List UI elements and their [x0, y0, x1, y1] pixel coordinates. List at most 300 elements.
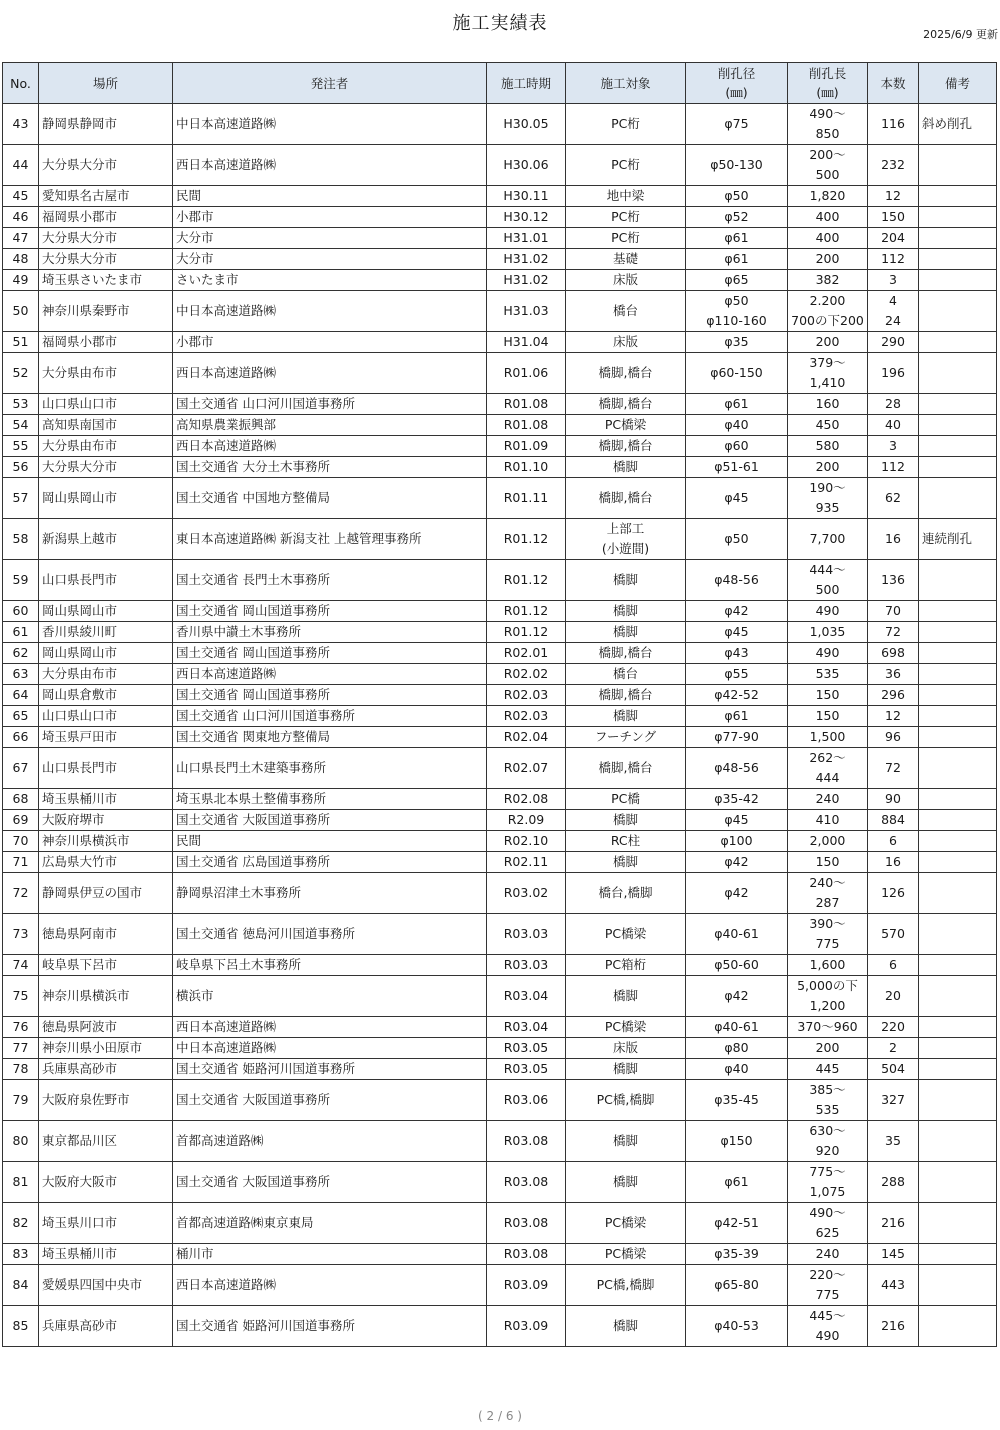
cell-period: R03.09 [487, 1265, 566, 1306]
cell-count: 90 [868, 789, 919, 810]
cell-target: 橋脚 [566, 1306, 686, 1347]
cell-client: 国土交通省 山口河川国道事務所 [173, 394, 487, 415]
cell-period: R03.08 [487, 1203, 566, 1244]
cell-location: 静岡県静岡市 [39, 104, 173, 145]
table-row [3, 478, 997, 519]
cell-target: 橋脚 [566, 852, 686, 873]
cell-client: 国土交通省 徳島河川国道事務所 [173, 914, 487, 955]
cell-period: R02.03 [487, 706, 566, 727]
cell-target: 橋脚 [566, 1059, 686, 1080]
table-row [3, 748, 997, 789]
cell-count: 35 [868, 1121, 919, 1162]
cell-remarks [919, 622, 997, 643]
cell-target: PC橋梁 [566, 1017, 686, 1038]
table-row [3, 852, 997, 873]
cell-period: R03.09 [487, 1306, 566, 1347]
cell-no: 54 [3, 415, 39, 436]
cell-no: 72 [3, 873, 39, 914]
cell-location: 徳島県阿南市 [39, 914, 173, 955]
cell-bore-length: 490 [788, 643, 868, 664]
table-row [3, 1306, 997, 1347]
page-title: 施工実績表 [452, 13, 548, 34]
cell-bore-length: 580 [788, 436, 868, 457]
cell-bore-diameter: φ35-45 [686, 1080, 788, 1121]
cell-target: 基礎 [566, 249, 686, 270]
cell-count: 220 [868, 1017, 919, 1038]
cell-remarks [919, 478, 997, 519]
cell-client: 民間 [173, 186, 487, 207]
cell-no: 68 [3, 789, 39, 810]
cell-target: 上部工 (小遊間) [566, 519, 686, 560]
cell-remarks [919, 270, 997, 291]
table-row [3, 207, 997, 228]
cell-client: 中日本高速道路㈱ [173, 1038, 487, 1059]
cell-location: 香川県綾川町 [39, 622, 173, 643]
cell-target: RC柱 [566, 831, 686, 852]
cell-no: 53 [3, 394, 39, 415]
cell-bore-length: 490〜 850 [788, 104, 868, 145]
cell-location: 大分県由布市 [39, 353, 173, 394]
cell-remarks [919, 332, 997, 353]
cell-period: R01.12 [487, 560, 566, 601]
cell-bore-diameter: φ50-60 [686, 955, 788, 976]
cell-target: PC橋梁 [566, 415, 686, 436]
cell-client: 埼玉県北本県土整備事務所 [173, 789, 487, 810]
cell-period: R02.01 [487, 643, 566, 664]
cell-count: 6 [868, 955, 919, 976]
cell-client: 国土交通省 長門土木事務所 [173, 560, 487, 601]
cell-location: 埼玉県桶川市 [39, 1244, 173, 1265]
cell-bore-length: 150 [788, 706, 868, 727]
cell-count: 2 [868, 1038, 919, 1059]
cell-remarks [919, 748, 997, 789]
table-row [3, 332, 997, 353]
cell-bore-diameter: φ48-56 [686, 748, 788, 789]
cell-no: 78 [3, 1059, 39, 1080]
cell-period: R01.12 [487, 519, 566, 560]
cell-remarks [919, 831, 997, 852]
cell-bore-diameter: φ48-56 [686, 560, 788, 601]
cell-client: 国土交通省 大分土木事務所 [173, 457, 487, 478]
cell-remarks [919, 457, 997, 478]
table-row [3, 1121, 997, 1162]
cell-period: R03.04 [487, 1017, 566, 1038]
cell-bore-length: 385〜 535 [788, 1080, 868, 1121]
cell-target: PC橋,橋脚 [566, 1080, 686, 1121]
cell-remarks [919, 789, 997, 810]
cell-target: 床版 [566, 270, 686, 291]
cell-remarks [919, 228, 997, 249]
table-row [3, 457, 997, 478]
cell-no: 51 [3, 332, 39, 353]
cell-period: R03.04 [487, 976, 566, 1017]
cell-remarks [919, 685, 997, 706]
cell-target: 橋脚 [566, 1121, 686, 1162]
cell-location: 新潟県上越市 [39, 519, 173, 560]
cell-count: 112 [868, 457, 919, 478]
cell-bore-length: 379〜 1,410 [788, 353, 868, 394]
table-row [3, 706, 997, 727]
cell-bore-diameter: φ61 [686, 706, 788, 727]
cell-client: 西日本高速道路㈱ [173, 664, 487, 685]
cell-target: PC桁 [566, 145, 686, 186]
table-row [3, 1038, 997, 1059]
cell-bore-length: 1,035 [788, 622, 868, 643]
cell-location: 福岡県小郡市 [39, 332, 173, 353]
cell-count: 12 [868, 186, 919, 207]
cell-client: 静岡県沼津土木事務所 [173, 873, 487, 914]
cell-count: 62 [868, 478, 919, 519]
cell-period: R02.02 [487, 664, 566, 685]
cell-no: 69 [3, 810, 39, 831]
cell-bore-length: 410 [788, 810, 868, 831]
cell-client: 首都高速道路㈱東京東局 [173, 1203, 487, 1244]
cell-location: 埼玉県桶川市 [39, 789, 173, 810]
cell-target: 橋台,橋脚 [566, 873, 686, 914]
cell-target: 橋脚 [566, 601, 686, 622]
table-row [3, 228, 997, 249]
cell-remarks [919, 1080, 997, 1121]
cell-client: 国土交通省 関東地方整備局 [173, 727, 487, 748]
cell-location: 大分県由布市 [39, 664, 173, 685]
cell-count: 327 [868, 1080, 919, 1121]
cell-bore-diameter: φ43 [686, 643, 788, 664]
cell-remarks [919, 353, 997, 394]
cell-no: 85 [3, 1306, 39, 1347]
cell-target: 橋脚 [566, 457, 686, 478]
cell-bore-diameter: φ60-150 [686, 353, 788, 394]
cell-location: 静岡県伊豆の国市 [39, 873, 173, 914]
cell-bore-length: 490〜 625 [788, 1203, 868, 1244]
cell-count: 150 [868, 207, 919, 228]
cell-client: 西日本高速道路㈱ [173, 1017, 487, 1038]
cell-bore-diameter: φ61 [686, 249, 788, 270]
table-header-row [3, 63, 997, 104]
cell-client: 国土交通省 大阪国道事務所 [173, 810, 487, 831]
table-row [3, 415, 997, 436]
cell-target: PC橋梁 [566, 1244, 686, 1265]
cell-period: H30.05 [487, 104, 566, 145]
cell-count: 296 [868, 685, 919, 706]
table-row [3, 955, 997, 976]
cell-count: 40 [868, 415, 919, 436]
table-row [3, 353, 997, 394]
cell-bore-length: 200 [788, 332, 868, 353]
cell-bore-length: 5,000の下 1,200 [788, 976, 868, 1017]
cell-count: 443 [868, 1265, 919, 1306]
cell-client: 国土交通省 岡山国道事務所 [173, 601, 487, 622]
cell-no: 84 [3, 1265, 39, 1306]
cell-count: 28 [868, 394, 919, 415]
cell-client: 桶川市 [173, 1244, 487, 1265]
cell-bore-length: 535 [788, 664, 868, 685]
cell-bore-diameter: φ40 [686, 415, 788, 436]
cell-location: 大阪府堺市 [39, 810, 173, 831]
cell-period: R02.10 [487, 831, 566, 852]
cell-client: 大分市 [173, 228, 487, 249]
cell-bore-length: 444〜 500 [788, 560, 868, 601]
cell-target: 地中梁 [566, 186, 686, 207]
cell-bore-length: 240〜 287 [788, 873, 868, 914]
cell-period: R01.10 [487, 457, 566, 478]
updated-date: 2025/6/9 更新 [923, 28, 998, 41]
cell-bore-length: 445〜 490 [788, 1306, 868, 1347]
cell-target: PC桁 [566, 207, 686, 228]
table-row [3, 685, 997, 706]
cell-period: R03.08 [487, 1244, 566, 1265]
cell-client: 中日本高速道路㈱ [173, 291, 487, 332]
table-row [3, 186, 997, 207]
cell-no: 46 [3, 207, 39, 228]
cell-count: 116 [868, 104, 919, 145]
header-count: 本数 [868, 63, 919, 104]
cell-remarks [919, 664, 997, 685]
table-row [3, 394, 997, 415]
cell-remarks [919, 1017, 997, 1038]
cell-count: 698 [868, 643, 919, 664]
cell-bore-diameter: φ80 [686, 1038, 788, 1059]
cell-remarks [919, 1121, 997, 1162]
cell-period: R03.08 [487, 1162, 566, 1203]
cell-bore-diameter: φ40-53 [686, 1306, 788, 1347]
cell-count: 204 [868, 228, 919, 249]
cell-location: 大阪府大阪市 [39, 1162, 173, 1203]
cell-location: 大分県大分市 [39, 145, 173, 186]
cell-count: 570 [868, 914, 919, 955]
header-location: 場所 [39, 63, 173, 104]
cell-no: 66 [3, 727, 39, 748]
cell-count: 20 [868, 976, 919, 1017]
cell-location: 福岡県小郡市 [39, 207, 173, 228]
cell-target: PC橋 [566, 789, 686, 810]
cell-no: 73 [3, 914, 39, 955]
table-row [3, 1059, 997, 1080]
cell-period: H31.01 [487, 228, 566, 249]
cell-target: 橋脚 [566, 1162, 686, 1203]
cell-bore-length: 2.200 700の下200 [788, 291, 868, 332]
cell-location: 神奈川県小田原市 [39, 1038, 173, 1059]
construction-results-table [2, 62, 997, 1347]
cell-count: 3 [868, 436, 919, 457]
cell-bore-length: 150 [788, 852, 868, 873]
cell-remarks [919, 1059, 997, 1080]
cell-bore-diameter: φ45 [686, 622, 788, 643]
cell-target: 橋脚,橋台 [566, 394, 686, 415]
cell-remarks: 連続削孔 [919, 519, 997, 560]
cell-bore-diameter: φ42 [686, 601, 788, 622]
cell-count: 504 [868, 1059, 919, 1080]
cell-bore-diameter: φ100 [686, 831, 788, 852]
cell-remarks [919, 810, 997, 831]
table-row [3, 291, 997, 332]
cell-bore-diameter: φ75 [686, 104, 788, 145]
cell-bore-diameter: φ42-52 [686, 685, 788, 706]
cell-target: 橋脚,橋台 [566, 685, 686, 706]
cell-target: フーチング [566, 727, 686, 748]
table-row [3, 1203, 997, 1244]
cell-period: H30.06 [487, 145, 566, 186]
cell-period: R03.06 [487, 1080, 566, 1121]
cell-count: 16 [868, 852, 919, 873]
header-bore-diameter: 削孔径 (㎜) [686, 63, 788, 104]
cell-target: PC桁 [566, 104, 686, 145]
cell-bore-diameter: φ40-61 [686, 914, 788, 955]
cell-bore-diameter: φ50 φ110-160 [686, 291, 788, 332]
cell-no: 76 [3, 1017, 39, 1038]
cell-location: 埼玉県戸田市 [39, 727, 173, 748]
cell-no: 58 [3, 519, 39, 560]
table-row [3, 1080, 997, 1121]
cell-no: 83 [3, 1244, 39, 1265]
cell-target: PC橋,橋脚 [566, 1265, 686, 1306]
cell-period: R03.08 [487, 1121, 566, 1162]
cell-no: 81 [3, 1162, 39, 1203]
table-row [3, 873, 997, 914]
cell-location: 愛媛県四国中央市 [39, 1265, 173, 1306]
cell-target: 床版 [566, 1038, 686, 1059]
table-row [3, 643, 997, 664]
table-row [3, 601, 997, 622]
cell-location: 高知県南国市 [39, 415, 173, 436]
cell-client: 国土交通省 岡山国道事務所 [173, 685, 487, 706]
cell-remarks [919, 852, 997, 873]
cell-target: PC箱桁 [566, 955, 686, 976]
cell-no: 65 [3, 706, 39, 727]
cell-target: 橋脚 [566, 560, 686, 601]
cell-client: 大分市 [173, 249, 487, 270]
cell-remarks [919, 873, 997, 914]
cell-period: H30.11 [487, 186, 566, 207]
cell-bore-length: 190〜 935 [788, 478, 868, 519]
cell-no: 62 [3, 643, 39, 664]
cell-no: 52 [3, 353, 39, 394]
cell-remarks [919, 1038, 997, 1059]
cell-bore-length: 240 [788, 1244, 868, 1265]
cell-bore-length: 382 [788, 270, 868, 291]
cell-count: 216 [868, 1203, 919, 1244]
cell-remarks [919, 207, 997, 228]
table-row [3, 270, 997, 291]
cell-count: 136 [868, 560, 919, 601]
cell-client: 国土交通省 山口河川国道事務所 [173, 706, 487, 727]
cell-bore-diameter: φ45 [686, 810, 788, 831]
cell-target: PC橋梁 [566, 914, 686, 955]
cell-client: 国土交通省 大阪国道事務所 [173, 1162, 487, 1203]
cell-no: 79 [3, 1080, 39, 1121]
table-row [3, 1017, 997, 1038]
cell-count: 290 [868, 332, 919, 353]
cell-bore-diameter: φ50 [686, 519, 788, 560]
cell-no: 71 [3, 852, 39, 873]
cell-remarks [919, 1306, 997, 1347]
cell-client: 横浜市 [173, 976, 487, 1017]
cell-no: 43 [3, 104, 39, 145]
cell-count: 3 [868, 270, 919, 291]
cell-location: 埼玉県さいたま市 [39, 270, 173, 291]
cell-count: 4 24 [868, 291, 919, 332]
cell-no: 67 [3, 748, 39, 789]
cell-location: 山口県長門市 [39, 560, 173, 601]
cell-bore-length: 200〜 500 [788, 145, 868, 186]
cell-count: 96 [868, 727, 919, 748]
cell-count: 70 [868, 601, 919, 622]
table-row [3, 145, 997, 186]
cell-remarks [919, 914, 997, 955]
cell-client: 西日本高速道路㈱ [173, 145, 487, 186]
cell-target: 橋脚 [566, 706, 686, 727]
cell-location: 大分県大分市 [39, 228, 173, 249]
table-row [3, 789, 997, 810]
cell-location: 広島県大竹市 [39, 852, 173, 873]
cell-target: 橋脚,橋台 [566, 436, 686, 457]
cell-target: 橋台 [566, 291, 686, 332]
cell-client: 民間 [173, 831, 487, 852]
table-row [3, 104, 997, 145]
cell-no: 70 [3, 831, 39, 852]
cell-bore-diameter: φ61 [686, 1162, 788, 1203]
cell-target: 橋脚,橋台 [566, 643, 686, 664]
cell-bore-diameter: φ50-130 [686, 145, 788, 186]
cell-count: 288 [868, 1162, 919, 1203]
table-row [3, 831, 997, 852]
cell-bore-diameter: φ50 [686, 186, 788, 207]
cell-bore-length: 450 [788, 415, 868, 436]
cell-no: 50 [3, 291, 39, 332]
cell-bore-diameter: φ51-61 [686, 457, 788, 478]
cell-no: 75 [3, 976, 39, 1017]
cell-count: 232 [868, 145, 919, 186]
cell-remarks [919, 560, 997, 601]
cell-client: 国土交通省 大阪国道事務所 [173, 1080, 487, 1121]
table-row [3, 664, 997, 685]
cell-no: 49 [3, 270, 39, 291]
cell-location: 兵庫県高砂市 [39, 1306, 173, 1347]
cell-location: 埼玉県川口市 [39, 1203, 173, 1244]
cell-count: 145 [868, 1244, 919, 1265]
cell-period: R02.03 [487, 685, 566, 706]
table-row [3, 622, 997, 643]
cell-location: 大阪府泉佐野市 [39, 1080, 173, 1121]
cell-bore-length: 630〜 920 [788, 1121, 868, 1162]
cell-bore-diameter: φ35-42 [686, 789, 788, 810]
cell-period: H31.02 [487, 270, 566, 291]
cell-bore-length: 2,000 [788, 831, 868, 852]
cell-bore-length: 7,700 [788, 519, 868, 560]
table-row [3, 1265, 997, 1306]
cell-no: 64 [3, 685, 39, 706]
cell-remarks [919, 976, 997, 1017]
cell-location: 大分県大分市 [39, 249, 173, 270]
cell-period: R03.02 [487, 873, 566, 914]
cell-period: R01.12 [487, 601, 566, 622]
cell-target: 床版 [566, 332, 686, 353]
table-row [3, 727, 997, 748]
cell-location: 神奈川県秦野市 [39, 291, 173, 332]
cell-count: 216 [868, 1306, 919, 1347]
table-row [3, 976, 997, 1017]
cell-no: 44 [3, 145, 39, 186]
cell-bore-diameter: φ61 [686, 394, 788, 415]
cell-bore-diameter: φ35-39 [686, 1244, 788, 1265]
cell-remarks [919, 1203, 997, 1244]
cell-client: 山口県長門土木建築事務所 [173, 748, 487, 789]
cell-bore-length: 445 [788, 1059, 868, 1080]
cell-remarks [919, 394, 997, 415]
cell-period: H31.03 [487, 291, 566, 332]
cell-no: 55 [3, 436, 39, 457]
cell-location: 岡山県岡山市 [39, 643, 173, 664]
cell-no: 77 [3, 1038, 39, 1059]
